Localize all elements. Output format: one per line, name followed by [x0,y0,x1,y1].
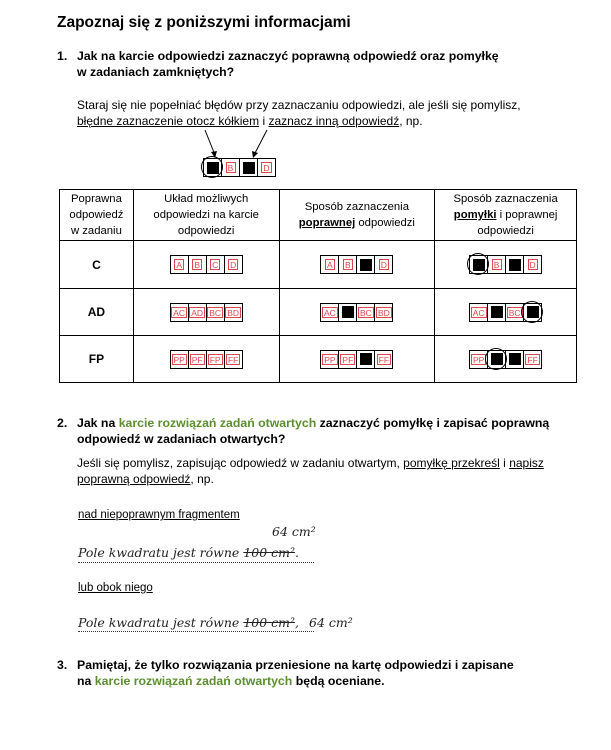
row-label: FP [60,336,134,383]
question-text: Pamiętaj, że tylko rozwiązania przeniesione na kartę odpowiedzi i zapisane na karcie rozwiązań zadań otwartych będą oceniane. [77,658,514,688]
handwritten-example-2: Pole kwadratu jest równe 100 cm², 64 cm² [78,615,353,630]
beside-label: lub obok niego [78,582,153,594]
example-answer-boxes [203,158,276,177]
table-row [60,241,577,289]
correct-marking: PP PF FF [320,350,393,369]
answer-layout: AC AD BC BD [170,303,243,322]
answer-layout: PP PF FP FF [170,350,243,369]
circle-mark [201,156,223,178]
question-number: 3. [57,658,68,672]
table-header-row [60,190,577,241]
answer-box: D [257,159,275,176]
question-1 [57,48,577,82]
mistake-marking: AC BC [469,303,542,322]
question-number: 2. [57,416,68,430]
q1-instructions: Staraj się nie popełniać błędów przy zaznaczaniu odpowiedzi, ale jeśli się pomylisz, błędne zaznaczenie otocz kółkiem i zaznacz inną odpowiedź, np. [77,98,521,128]
above-label: nad niepoprawnym fragmentem [78,509,240,521]
correction-above: 64 cm² [272,524,316,539]
question-3 [57,657,597,691]
marking-table [59,189,577,383]
circle-mark [485,348,507,370]
mistake-marking: PP FF [469,350,542,369]
table-row [60,336,577,383]
dotted-line [78,631,314,632]
table-row [60,289,577,336]
dotted-line [78,562,314,563]
correct-marking: AC BC BD [320,303,393,322]
header-cell: Poprawna odpowiedź w zadaniu [60,190,134,241]
header-cell: Układ możliwych odpowiedzi na karcie odpowiedzi [133,190,279,241]
q2-instructions: Jeśli się pomylisz, zapisując odpowiedź w zadaniu otwartym, pomyłkę przekreśl i napisz poprawną odpowiedź, np. [77,456,544,486]
answer-box [204,159,221,176]
circle-mark [467,253,489,275]
answer-box: B [221,159,239,176]
header-cell: Sposób zaznaczenia poprawnej odpowiedzi [279,190,435,241]
answer-layout: A B C D [170,255,243,274]
page-title: Zapoznaj się z poniższymi informacjami [57,14,351,31]
question-text: Jak na karcie odpowiedzi zaznaczyć poprawną odpowiedź oraz pomyłkę w zadaniach zamkniętych? [77,49,499,79]
row-label: C [60,241,134,289]
answer-box [239,159,257,176]
header-cell: Sposób zaznaczenia pomyłki i poprawnej odpowiedzi [435,190,577,241]
question-number: 1. [57,49,68,63]
question-text: Jak na karcie rozwiązań zadań otwartych zaznaczyć pomyłkę i zapisać poprawną odpowiedź w zadaniach otwartych? [77,416,550,446]
correct-marking: A B D [320,255,393,274]
row-label: AD [60,289,134,336]
mistake-marking: B D [469,255,542,274]
question-2 [57,415,597,449]
circle-mark [521,301,543,323]
handwritten-example-1: Pole kwadratu jest równe 100 cm². [78,545,299,560]
